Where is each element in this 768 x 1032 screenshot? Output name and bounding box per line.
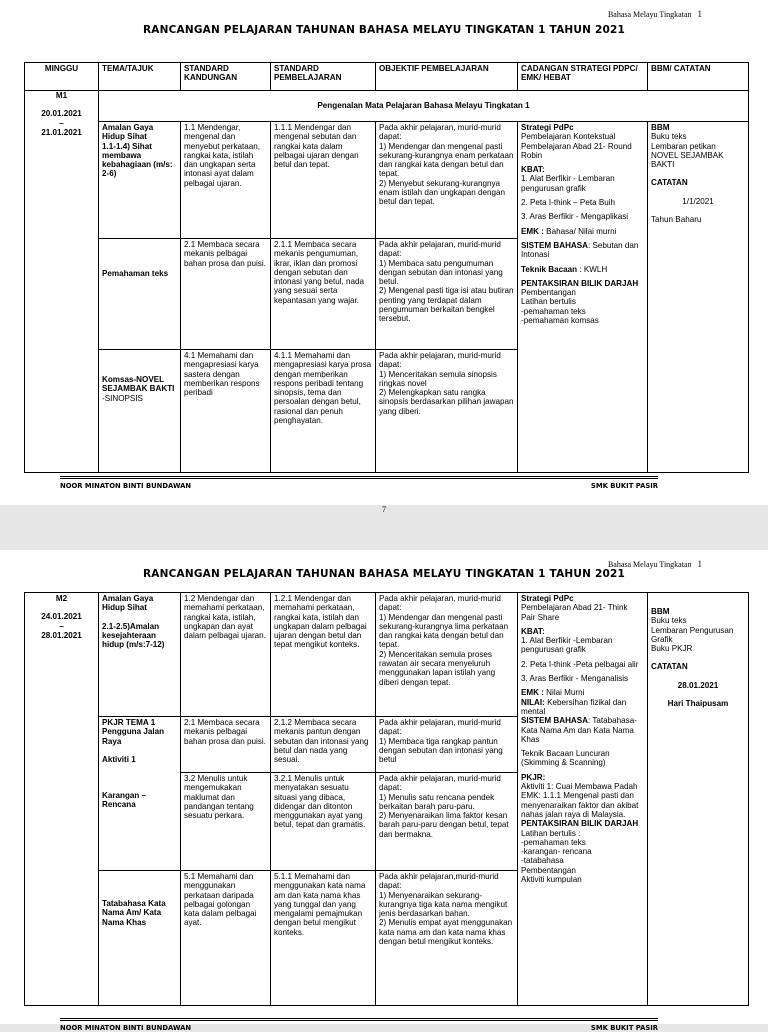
nilai-label: NILAI:	[521, 697, 545, 707]
table-row	[25, 122, 749, 239]
teknik-bacaan-label: Teknik Bacaan	[521, 264, 578, 274]
objektif-cell	[376, 871, 518, 1006]
tema-cell	[99, 350, 181, 473]
objektif-cell	[376, 350, 518, 473]
col-header-minggu: MINGGU	[25, 63, 99, 91]
week-date-dash: –	[59, 118, 64, 128]
week-date-dash: –	[59, 621, 64, 631]
running-header-text: Bahasa Melayu Tingkatan	[607, 560, 692, 569]
pkjr-item: Aktiviti 1: Cuai Membawa Padah	[521, 782, 638, 792]
pbd-item: Latihan bertulis :	[521, 828, 581, 838]
objektif-cell	[376, 717, 518, 773]
objektif-item: 2) Mengenal pasti tiga isi atau butiran penting yang terdapat dalam pengumuman berkaitan bengkel tersebut.	[379, 286, 514, 324]
running-header-num: 1	[697, 9, 702, 19]
objektif-item: 2) Menyenaraikan lima faktor kesan barah paru-paru dengan betul, tepat dan bermakna.	[379, 811, 509, 839]
sp-cell: 2.1.1 Membaca secara mekanis pengumuman, ikrar, iklan dan promosi dengan sebutan dan intonasi yang betul, nada yang sesuai serta kepantasan yang wajar.	[271, 239, 376, 350]
objektif-item: 1) Membaca tiga rangkap pantun dengan sebutan dan intonasi yang betul	[379, 736, 503, 765]
objektif-cell	[376, 239, 518, 350]
sk-cell: 1.2 Mendengar dan memahami perkataan, rangkai kata, istilah, ungkapan dan ayat dalam pelbagai ujaran.	[181, 593, 271, 717]
pkjr-item: EMK: 1.1.1 Mengenal pasti dan menyenaraikan faktor dan akibat nahas jalan raya di Malaysia.	[521, 791, 639, 819]
sistem-bahasa-label: SISTEM BAHASA	[521, 240, 589, 250]
catatan-note: Hari Thaipusam	[667, 699, 729, 709]
page-footer	[60, 1018, 658, 1032]
objektif-intro: Pada akhir pelajaran, murid-murid dapat:	[379, 123, 501, 142]
objektif-cell	[376, 593, 518, 717]
running-header-num: 1	[697, 559, 702, 569]
sistem-bahasa-line	[521, 716, 644, 744]
col-header-strategi: CADANGAN STRATEGI PDPC/ EMK/ HEBAT	[518, 63, 648, 91]
lesson-plan-table-m2	[24, 592, 749, 1006]
emk-value: Bahasa/ Nilai murni	[543, 226, 617, 236]
emk-label: EMK :	[521, 688, 544, 698]
tema-cell	[99, 593, 181, 717]
tema-cell	[99, 717, 181, 871]
tema-title: Komsas-NOVEL SEJAMBAK BAKTI	[102, 375, 175, 394]
pbd-item: Latihan bertulis	[521, 297, 576, 307]
pbd-item: Pembentangan	[521, 288, 576, 298]
pbd-item: -pemahaman komsas	[521, 316, 599, 326]
kbat-item: 1. Alat Berfikir - Lembaran pengurusan grafik	[521, 174, 615, 193]
emk-line	[521, 688, 644, 697]
bbm-item: Buku PKJR	[651, 644, 693, 654]
tema-cell	[99, 122, 181, 239]
col-header-tema: TEMA/TAJUK	[99, 63, 181, 91]
sk-cell: 5.1 Memahami dan menggunakan perkataan daripada pelbagai golongan kata dalam pelbagai ayat.	[181, 871, 271, 1006]
sk-cell: 1.1 Mendengar, mengenal dan menyebut perkataan, rangkai kata, istilah dan ungkapan serta intonasi ayat dalam pelbagai ujaran.	[181, 122, 271, 239]
tema-title: Amalan Gaya Hidup Sihat	[102, 594, 154, 613]
strategi-title: Strategi PdPc	[521, 123, 574, 132]
footer-school: SMK BUKIT PASIR	[590, 1024, 658, 1032]
week-date-from: 20.01.2021	[41, 109, 82, 119]
col-header-standard-kandungan: STANDARD KANDUNGAN	[181, 63, 271, 91]
objektif-item: 2) Menulis empat ayat menggunakan kata nama am dan kata nama khas dengan betul mengikut konteks.	[379, 918, 513, 947]
bbm-item: Lembaran petikan NOVEL SEJAMBAK BAKTI	[651, 141, 724, 170]
tema-title: Pemahaman teks	[102, 269, 169, 278]
objektif-item: 2) Menyebut sekurang-kurangnya enam istilah dan ungkapan dengan betul dan tepat.	[379, 178, 506, 207]
table-row	[25, 593, 749, 717]
pbd-item: -karangan- rencana	[521, 847, 592, 857]
col-header-standard-pembelajaran: STANDARD PEMBELAJARAN	[271, 63, 376, 91]
objektif-item: 1) Mendengar dan mengenal pasti sekurang-kurangnya enam perkataan dan rangkai kata dengan betul dan tepat.	[379, 141, 514, 179]
teknik-bacaan-line	[521, 265, 644, 274]
objektif-intro: Pada akhir pelajaran,murid-murid dapat:	[379, 872, 499, 891]
teknik-bacaan-line: Teknik Bacaan Luncuran (Skimming & Scanning)	[521, 749, 610, 768]
catatan-date: 28.01.2021	[677, 680, 719, 690]
catatan-label: CATATAN	[651, 178, 688, 188]
kbat-label: KBAT:	[521, 626, 545, 636]
pkjr-label: PKJR:	[521, 772, 546, 782]
bbm-cell	[648, 122, 749, 473]
page-number: 7	[382, 505, 386, 514]
objektif-cell	[376, 122, 518, 239]
tema-subtitle: Aktiviti 1	[102, 754, 136, 764]
objektif-intro: Pada akhir pelajaran, murid-murid dapat:	[379, 774, 501, 793]
document-page-1	[0, 0, 768, 505]
pbd-item: -tatabahasa	[521, 856, 564, 866]
strategi-title: Strategi PdPc	[521, 594, 574, 603]
footer-school: SMK BUKIT PASIR	[590, 482, 658, 490]
tema-subtitle: -SINOPSIS	[102, 393, 143, 403]
pbd-item: -pemahaman teks	[521, 306, 586, 316]
sk-cell: 4.1 Memahami dan mengapresiasi karya sastera dengan memberikan respons peribadi	[181, 350, 271, 473]
catatan-date: 1/1/2021	[682, 196, 714, 206]
sp-cell: 3.2.1 Menulis untuk menyatakan sesuatu situasi yang dibaca, didengar dan ditonton menggunakan ayat yang betul, tepat dan gramatis.	[271, 773, 376, 871]
col-header-objektif: OBJEKTIF PEMBELAJARAN	[376, 63, 518, 91]
week-label: M2	[55, 594, 68, 603]
kbat-item: 1. Alat Berfikir -Lembaran pengurusan grafik	[521, 636, 613, 655]
objektif-item: 1) Mendengar dan mengenal pasti sekurang-kurangnya lima perkataan dan rangkai kata dengan betul dan tepat.	[379, 612, 509, 650]
sk-cell: 2.1 Membaca secara mekanis pelbagai bahan prosa dan puisi.	[181, 717, 271, 773]
week-cell-m2	[25, 593, 99, 1006]
pbd-item: -pemahaman teks	[521, 837, 586, 847]
catatan-label: CATATAN	[651, 662, 688, 672]
sp-cell: 1.1.1 Mendengar dan mengenal sebutan dan rangkai kata dalam pelbagai ujaran dengan betul dan tepat.	[271, 122, 376, 239]
tema-title: Karangan – Rencana	[102, 791, 147, 810]
emk-label: EMK :	[521, 226, 544, 236]
sp-cell: 1.2.1 Mendengar dan memahami perkataan, rangkai kata, istilah dan ungkapan dalam pelbagai ujaran dengan betul dan tepat mengikut konteks.	[271, 593, 376, 717]
footer-author: NOOR MINATON BINTI BUNDAWAN	[60, 1024, 192, 1032]
sp-cell: 4.1.1 Memahami dan mengapresiasi karya prosa dengan memberikan respons peribadi tentang sinopsis, tema dan persoalan dengan betul, rasional dan penuh penghayatan.	[271, 350, 376, 473]
table-header-row	[25, 63, 749, 91]
document-title: RANCANGAN PELAJARAN TAHUNAN BAHASA MELAYU TINGKATAN 1 TAHUN 2021	[143, 568, 625, 580]
tema-title: PKJR TEMA 1 Pengguna Jalan Raya	[102, 718, 165, 746]
kbat-item: 3. Aras Berfikir - Mengaplikasi	[521, 212, 629, 222]
tema-title: Tatabahasa Kata Nama Am/ Kata Nama Khas	[102, 899, 166, 927]
sistem-bahasa-line	[521, 241, 644, 260]
sistem-bahasa-value: : Tatabahasa-Kata Nama Am dan Kata Nama Khas	[521, 716, 637, 744]
nilai-line	[521, 698, 644, 717]
bbm-item: Buku teks	[651, 132, 687, 142]
strategi-cell	[518, 122, 648, 473]
pbd-item: Aktiviti kumpulan	[521, 875, 582, 885]
week-date-to: 21.01.2021	[41, 127, 82, 137]
bbm-item: Lembaran Pengurusan Grafik	[651, 625, 734, 644]
strategi-item: Pembelajaran Kontekstual	[521, 132, 616, 142]
table-row-intro	[25, 91, 749, 122]
objektif-cell	[376, 773, 518, 871]
col-header-bbm: BBM/ CATATAN	[648, 63, 749, 91]
week-date-to: 28.01.2021	[41, 630, 82, 640]
bbm-label: BBM	[651, 607, 670, 616]
kbat-item: 3. Aras Berfikir - Menganalisis	[521, 674, 629, 684]
strategi-item: Pembelajaran Abad 21- Think Pair Share	[521, 603, 628, 622]
objektif-item: 1) Membaca satu pengumuman dengan sebutan dan intonasi yang betul.	[379, 258, 503, 287]
emk-value: Nilai Murni	[543, 688, 585, 698]
kbat-item: 2. Peta I-think -Peta pelbagai alir	[521, 659, 639, 669]
bbm-cell	[648, 593, 749, 1006]
footer-author: NOOR MINATON BINTI BUNDAWAN	[60, 482, 192, 490]
week-date-from: 24.01.2021	[41, 612, 82, 622]
strategi-cell	[518, 593, 648, 1006]
objektif-intro: Pada akhir pelajaran, murid-murid dapat:	[379, 240, 501, 259]
tema-subtitle: 1.1-1.4) Sihat membawa kebahagiaan (m/s: 2-6)	[102, 141, 173, 179]
objektif-intro: Pada akhir pelajaran, murid-murid dapat:	[379, 351, 501, 370]
sp-cell: 5.1.1 Memahami dan menggunakan kata nama am dan kata nama khas yang tunggal dan yang mengalami pemajmukan dengan betul mengikut konteks.	[271, 871, 376, 1006]
tema-subtitle: 2.1-2.5)Amalan kesejahteraan hidup (m/s:7-12)	[102, 621, 165, 650]
tema-cell	[99, 871, 181, 1006]
running-header	[608, 9, 702, 19]
week-label: M1	[55, 91, 68, 100]
catatan-note: Tahun Baharu	[651, 215, 702, 225]
kbat-label: KBAT:	[521, 165, 545, 175]
page-footer	[60, 476, 658, 490]
objektif-item: 2) Melengkapkan satu rangka sinopsis berdasarkan pilihan jawapan yang diberi.	[379, 388, 514, 416]
document-title: RANCANGAN PELAJARAN TAHUNAN BAHASA MELAYU TINGKATAN 1 TAHUN 2021	[143, 24, 625, 36]
pbd-label: PENTAKSIRAN BILIK DARJAH	[521, 819, 639, 829]
sk-cell: 2.1 Membaca secara mekanis pelbagai bahan prosa dan puisi.	[181, 239, 271, 350]
intro-cell: Pengenalan Mata Pelajaran Bahasa Melayu Tingkatan 1	[99, 91, 749, 122]
document-page-2	[0, 550, 768, 1032]
objektif-item: 1) Menulis satu rencana pendek berkaitan barah paru-paru.	[379, 792, 495, 811]
lesson-plan-table-m1	[24, 62, 749, 473]
nilai-value: Kebersihan fizikal dan mental	[521, 697, 627, 716]
strategi-item: Pembelajaran Abad 21- Round Robin	[521, 141, 632, 160]
objektif-item: 1) Menceritakan semula sinopsis ringkas novel	[379, 369, 497, 388]
week-cell-m1	[25, 91, 99, 473]
running-header-text: Bahasa Melayu Tingkatan	[607, 10, 692, 19]
objektif-item: 1) Menyenaraikan sekurang-kurangnya tiga kata nama mengikut jenis berdasarkan bahan.	[379, 890, 508, 919]
tema-cell	[99, 239, 181, 350]
objektif-intro: Pada akhir pelajaran, murid-murid dapat:	[379, 594, 501, 613]
sp-cell: 2.1.2 Membaca secara mekanis pantun dengan sebutan dan intonasi yang betul dan nada yang sesuai.	[271, 717, 376, 773]
sistem-bahasa-label: SISTEM BAHASA	[521, 716, 589, 726]
sk-cell: 3.2 Menulis untuk mengemukakan maklumat dan pandangan tentang sesuatu perkara.	[181, 773, 271, 871]
pbd-item: Pembentangan	[521, 865, 576, 875]
teknik-bacaan-value: : KWLH	[577, 264, 608, 274]
objektif-intro: Pada akhir pelajaran, murid-murid dapat:	[379, 718, 501, 737]
bbm-label: BBM	[651, 123, 670, 132]
bbm-item: Buku teks	[651, 616, 687, 626]
emk-line	[521, 227, 644, 236]
sistem-bahasa-value: : Sebutan dan Intonasi	[521, 240, 639, 260]
kbat-item: 2. Peta I-think – Peta Buih	[521, 198, 616, 208]
pbd-label: PENTAKSIRAN BILIK DARJAH	[521, 278, 639, 288]
objektif-item: 2) Menceritakan semula proses rawatan air secara menyeluruh menggunakan lapan istilah yang diberi dengan tepat.	[379, 649, 496, 687]
tema-title: Amalan Gaya Hidup Sihat	[102, 123, 154, 142]
